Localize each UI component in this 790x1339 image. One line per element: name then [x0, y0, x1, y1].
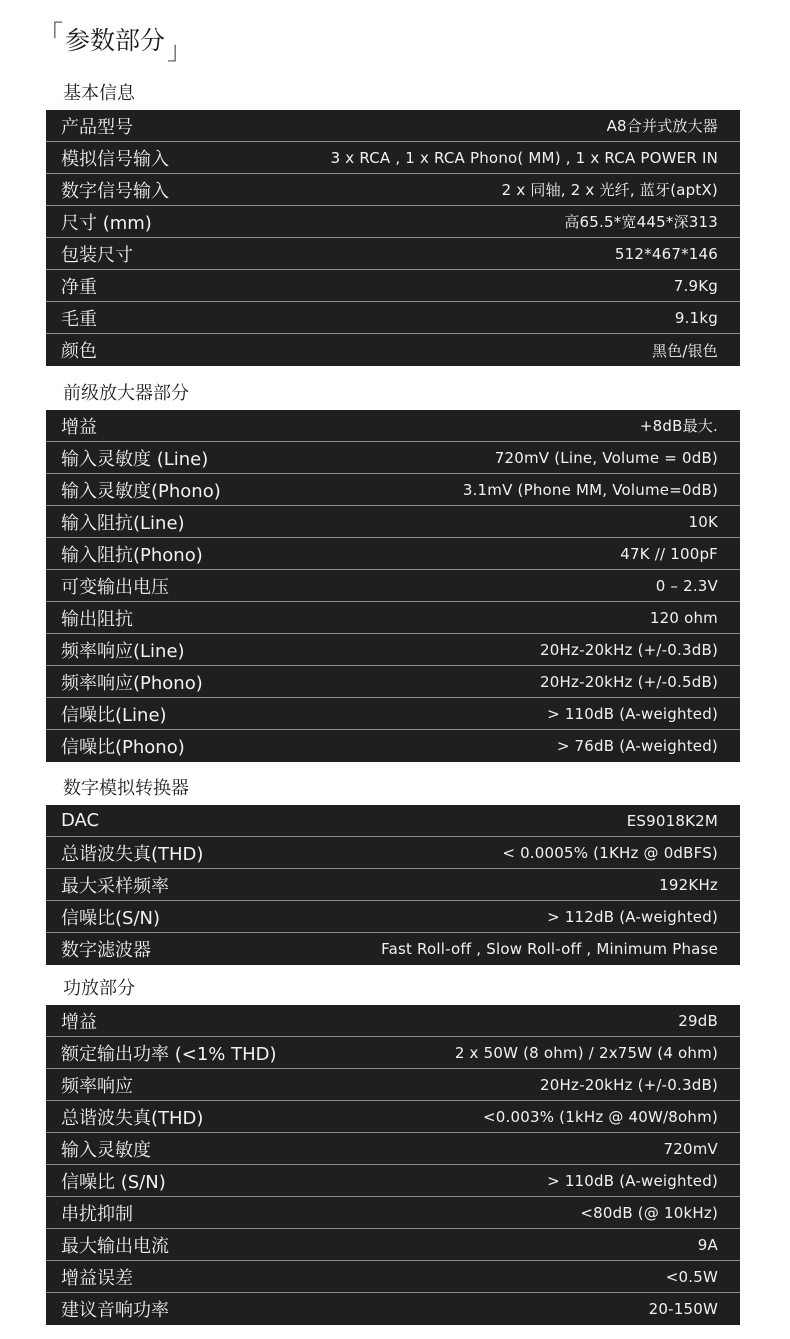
spec-value: 20Hz-20kHz (+/-0.3dB) [540, 640, 718, 659]
spec-label: 毛重 [61, 308, 97, 330]
spec-label: 产品型号 [61, 116, 133, 138]
spec-label: 包装尺寸 [61, 244, 133, 266]
spec-row [46, 334, 740, 366]
spec-label: 输入灵敏度 [61, 1139, 151, 1161]
spec-label: 数字滤波器 [61, 940, 151, 961]
spec-label: 增益 [61, 1011, 97, 1033]
spec-row [46, 538, 740, 570]
section-power-amp [46, 973, 740, 1325]
spec-label: DAC [61, 810, 100, 831]
spec-label: 建议音响功率 [61, 1300, 169, 1321]
spec-row [46, 474, 740, 506]
spec-row [46, 270, 740, 302]
spec-value: A8合并式放大器 [606, 117, 718, 135]
spec-value: 3 x RCA , 1 x RCA Phono( MM) , 1 x RCA POWER IN [330, 148, 718, 167]
spec-row [46, 837, 740, 869]
spec-row [46, 238, 740, 270]
spec-row [46, 901, 740, 933]
title-bracket-close: 」 [167, 36, 193, 65]
spec-label: 输出阻抗 [61, 608, 133, 630]
spec-row [46, 1133, 740, 1165]
spec-row [46, 570, 740, 602]
spec-row [46, 174, 740, 206]
spec-row [46, 206, 740, 238]
spec-table [46, 110, 740, 366]
spec-label: 颜色 [61, 341, 97, 362]
section-title: 基本信息 [63, 83, 135, 104]
spec-row [46, 1101, 740, 1133]
spec-value: 黑色/银色 [651, 341, 718, 360]
section-basic-info [46, 78, 740, 366]
spec-value: +8dB最大. [639, 417, 718, 435]
spec-label: 输入阻抗(Line) [61, 512, 185, 534]
spec-label: 最大输出电流 [61, 1235, 169, 1257]
spec-row [46, 666, 740, 698]
spec-row [46, 1165, 740, 1197]
spec-label: 模拟信号输入 [61, 148, 169, 170]
spec-label: 输入灵敏度 (Line) [61, 448, 209, 470]
spec-value: 2 x 同轴, 2 x 光纤, 蓝牙(aptX) [501, 181, 718, 199]
title-text: 参数部分 [65, 26, 166, 55]
spec-value: 20Hz-20kHz (+/-0.5dB) [540, 672, 718, 691]
spec-label: 串扰抑制 [61, 1203, 133, 1225]
spec-row [46, 142, 740, 174]
spec-label: 可变输出电压 [61, 576, 169, 598]
title-bracket-open: 「 [38, 20, 64, 49]
spec-label: 增益误差 [61, 1267, 133, 1289]
spec-value: <80dB (@ 10kHz) [580, 1203, 718, 1222]
spec-label: 输入阻抗(Phono) [61, 544, 203, 566]
spec-value: 2 x 50W (8 ohm) / 2x75W (4 ohm) [454, 1043, 718, 1062]
section-preamp [46, 378, 740, 762]
spec-label: 额定输出功率 (<1% THD) [61, 1043, 277, 1065]
section-title: 数字模拟转换器 [63, 778, 189, 799]
spec-value: 29dB [678, 1011, 718, 1030]
spec-value: 3.1mV (Phone MM, Volume=0dB) [462, 480, 718, 499]
page-title [38, 20, 193, 65]
spec-label: 输入灵敏度(Phono) [61, 480, 221, 502]
spec-value: > 110dB (A-weighted) [547, 1171, 718, 1190]
spec-label: 信噪比(Phono) [61, 737, 185, 758]
spec-row [46, 410, 740, 442]
spec-row [46, 506, 740, 538]
spec-label: 尺寸 (mm) [61, 212, 152, 234]
spec-row [46, 1261, 740, 1293]
spec-value: 720mV [663, 1139, 718, 1158]
spec-label: 信噪比 (S/N) [61, 1171, 166, 1193]
spec-value: ES9018K2M [626, 811, 718, 830]
spec-value: > 76dB (A-weighted) [556, 737, 718, 755]
spec-table [46, 410, 740, 762]
spec-row [46, 805, 740, 837]
spec-row [46, 634, 740, 666]
spec-row [46, 730, 740, 762]
spec-row [46, 698, 740, 730]
spec-value: <0.003% (1kHz @ 40W/8ohm) [483, 1107, 718, 1126]
spec-row [46, 1197, 740, 1229]
spec-label: 数字信号输入 [61, 180, 169, 202]
spec-value: 720mV (Line, Volume = 0dB) [494, 448, 718, 467]
spec-row [46, 302, 740, 334]
spec-value: > 110dB (A-weighted) [547, 704, 718, 723]
spec-table [46, 1005, 740, 1325]
spec-row [46, 110, 740, 142]
spec-value: < 0.0005% (1KHz @ 0dBFS) [502, 843, 718, 862]
spec-label: 净重 [61, 276, 97, 298]
spec-value: > 112dB (A-weighted) [547, 907, 718, 926]
spec-row [46, 869, 740, 901]
spec-value: 0 – 2.3V [655, 576, 718, 595]
spec-row [46, 602, 740, 634]
spec-label: 最大采样频率 [61, 875, 169, 897]
spec-value: <0.5W [665, 1267, 718, 1286]
spec-row [46, 1005, 740, 1037]
spec-table [46, 805, 740, 965]
spec-value: 7.9Kg [673, 276, 718, 295]
spec-label: 总谐波失真(THD) [61, 1107, 204, 1129]
spec-value: 20-150W [648, 1300, 718, 1318]
spec-row [46, 442, 740, 474]
spec-value: 47K // 100pF [620, 544, 718, 563]
spec-value: Fast Roll-off , Slow Roll-off , Minimum Phase [381, 940, 718, 958]
spec-label: 频率响应 [61, 1075, 133, 1097]
spec-label: 频率响应(Line) [61, 640, 185, 662]
spec-label: 增益 [61, 416, 97, 438]
spec-row [46, 933, 740, 965]
spec-value: 20Hz-20kHz (+/-0.3dB) [540, 1075, 718, 1094]
spec-value: 192KHz [659, 875, 718, 894]
section-title: 前级放大器部分 [63, 383, 189, 404]
spec-row [46, 1229, 740, 1261]
spec-label: 信噪比(S/N) [61, 907, 160, 929]
spec-row [46, 1293, 740, 1325]
spec-row [46, 1037, 740, 1069]
spec-value: 512*467*146 [614, 244, 718, 263]
spec-value: 高65.5*宽445*深313 [564, 213, 718, 231]
spec-value: 10K [688, 512, 718, 531]
spec-label: 总谐波失真(THD) [61, 843, 204, 865]
spec-value: 120 ohm [649, 608, 718, 627]
section-title: 功放部分 [63, 978, 135, 999]
spec-value: 9A [697, 1235, 718, 1254]
spec-label: 频率响应(Phono) [61, 672, 203, 694]
spec-row [46, 1069, 740, 1101]
spec-value: 9.1kg [674, 308, 718, 327]
section-dac [46, 773, 740, 965]
spec-label: 信噪比(Line) [61, 704, 167, 726]
